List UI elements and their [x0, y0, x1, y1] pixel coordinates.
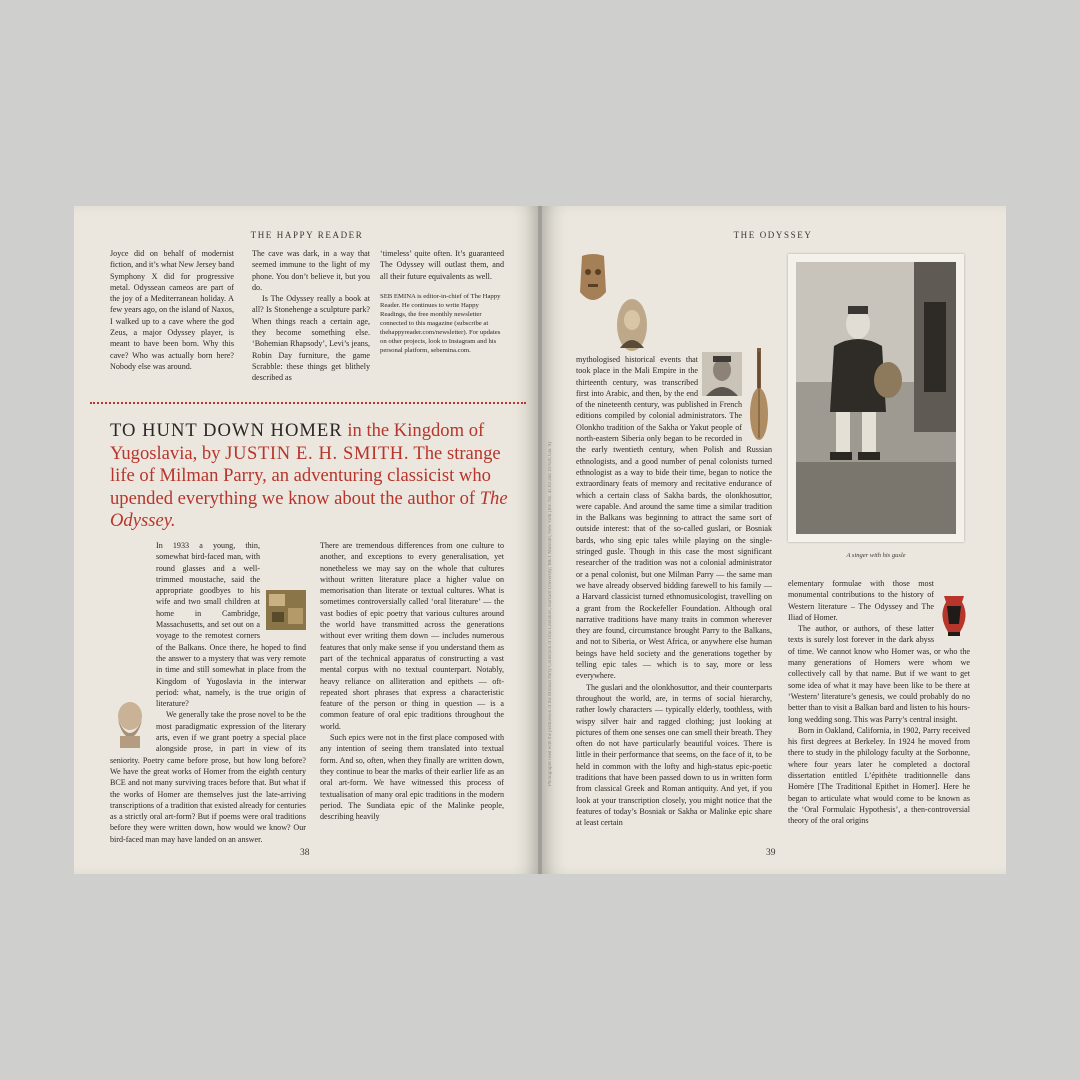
top-column-3: [380, 248, 504, 355]
running-head-right: THE ODYSSEY: [733, 230, 813, 240]
headline-text: in the Kingdom of Yugoslavia, by: [110, 420, 485, 464]
article-headline: [110, 420, 520, 533]
top-column-1: [110, 248, 234, 372]
paragraph: The guslari and the olonkhosuttor, and their counterparts throughout the world, are, in terms of social hierarchy, rather lowly characters — typically elderly, toothless, with wispy silver hair and ragged clothing; just looking at pictures of them one senses one can smell their breath. They often do not have particularly beautiful voices. There is little in their performance that seems, on the face of it, to be held in common with the lofty and high-status epic-poetic traditions that have been passed down to us in written form from classical Greek and Roman antiquity. And yet, if you look at your transcription closely, you might notice that the features of today’s Bosniak or Sakha or Malinke epic share at least certain: [576, 682, 772, 828]
body-column-1: [110, 540, 306, 845]
headline-text: The strange life of Milman Parry, an adventuring classicist who upended everything we know about the author of: [110, 442, 501, 509]
page-number-left: 38: [300, 848, 310, 858]
paragraph: ‘timeless’ quite often. It’s guaranteed The Odyssey will outlast them, and all their future equivalents as well.: [380, 249, 504, 281]
landscape-thumbnail: [266, 590, 306, 630]
paragraph: The author, or authors, of these latter texts is surely lost forever in the dark abyss of time. We cannot know who Homer was, or who the many generations of Homers were whom we collectively call by that name. But if we want to get some idea of what it may have been like to be there at ‘Western’ literature’s genesis, we could probably do no better than to visit a Balkan bard and listen to his hours-long wedding song. This was Parry’s central insight.: [788, 624, 970, 724]
body-column-2: [788, 578, 970, 827]
bard-portrait-image: [702, 352, 742, 396]
top-column-2: [252, 248, 370, 384]
body-column-2: [320, 540, 504, 822]
milman-parry-portrait: [616, 298, 648, 352]
paragraph: elementary formulae with those most monumental contributions to the history of Western literature – The Odyssey and The Iliad of Homer.: [788, 579, 934, 622]
paragraph: Such epics were not in the first place composed with any intention of seeing them translated into textual form. And so, often, when they finally are written down, they continue to bear the marks of their earlier life as an oral art-form. We have witnessed this process of textualisation of many oral epic traditions in the modern period. The Sundiata epic of the Malinke people, describing heavily: [320, 733, 504, 822]
paragraph: Joyce did on behalf of modernist fiction, and it’s what New Jersey band Symphony X did for progressive metal. Odyssean cameos are part of the joy of a Mediterranean holiday. A few years ago, on the island of Naxos, I walked up to a cave where the god Zeus, a major Odyssey player, is meant to have been born. Why this cave? Who was actually born here? Nobody else was around.: [110, 249, 234, 371]
greek-vase-image: [938, 592, 970, 636]
gusle-instrument-image: [746, 348, 772, 442]
page-number-right: 39: [766, 848, 776, 858]
dotted-divider: [90, 402, 526, 404]
headline-book-title: The Odyssey.: [110, 487, 508, 532]
paragraph: Is The Odyssey really a book at all? Is Stonehenge a sculpture park? When things reach a certain age, they become something else. ‘Bohemian Rhapsody’, Levi’s jeans, Robin Day furniture, the game Scrabble: these things get blithely described as: [252, 294, 371, 383]
left-page: [74, 206, 540, 874]
paragraph: mythologised historical events that took place in the Mali Empire in the thirteenth century, was transcribed first into Arabic, and then, by the end of the nineteenth century, was published in French editions compiled by colonial administrators. The Olonkho tradition of the Sakha or Yakut people of north-eastern Siberia only began to be recorded in the early twentieth century, when Polish and Russian ethnologists, and a good number of penal colonists turned ethnologist as a way to bide their time, began to notice the extraordinary feats of memory and recitative endurance of which a certain class of Sakha bards, the olonkhosuttor, were capable. And around the same time a similar tradition in the Balkans was beginning to attract the same sort of outside interest: that of the so-called guslari, or Bosniak bards, who sing epic tales while playing on the single-stringed gusle. Though in this case the most significant researcher of the tradition was not a colonial administrator or a penal colonist, but one Milman Parry — the same man we have already observed bidding farewell to his family — a Harvard classicist turned ethnomusicologist, travelling on a grant from the Rockefeller Foundation. Although oral narrative traditions have many traits in common wherever they are found, circumstance brought Parry to the Balkans, and not to Siberia, or West Africa, or anywhere else human beings have held society and the generations together by telling epic tales — which is to say, more or less everywhere.: [576, 355, 772, 681]
paragraph: Born in Oakland, California, in 1902, Parry received his first degrees at Berkeley. In 1924 he moved from there to study in the philology faculty at the Sorbonne, where four years later he completed a doctoral dissertation entitled L’épithète traditionnelle dans Homère [The Traditional Epithet in Homer]. Here he began to articulate what would come to be known as the ‘Oral Formulaic Hypothesis’, a then-controversial theory of the oral origins: [788, 725, 970, 826]
homer-bust-image: [110, 698, 150, 748]
headline-caps: TO HUNT DOWN HOMER: [110, 420, 343, 441]
mask-artifact-image: [576, 252, 610, 308]
right-page: [540, 206, 1006, 874]
running-head-left: THE HAPPY READER: [250, 230, 364, 240]
photo-caption: A singer with his gusle: [846, 552, 906, 559]
photo-credit: Photographs used with the permission of the Milman Parry Collection of Oral Literature, Harvard University; MET Museum, New York (Inv. No. 41.83 and 1976.8, Gia. 9): [548, 442, 553, 786]
spine-shadow: [538, 206, 542, 874]
author-bio: SEB EMINA is editor-in-chief of The Happy Reader. He continues to write Happy Readings, the free monthly newsletter connected to this magazine (subscribe at thehappyreader.com/newsletter). For updates on other projects, look to Instagram and his personal platform, sebemina.com.: [380, 292, 501, 354]
body-column-1: [576, 248, 772, 828]
singer-photograph: [788, 254, 964, 542]
paragraph: There are tremendous differences from one culture to another, and exceptions to every generalisation, yet nonetheless we may say on the whole that cultures without written literature place a higher value on memorisation than literate or textual cultures. What is sometimes controversially called ‘oral literature’ — the vast bodies of epic poetry that various cultures around the world have transmitted across the generations without ever writing them down — includes numerous features that only make sense if you understand them as part of the technical apparatus of constructing a vast mental corpus with no textual counterpart. Notably, heavy reliance on alliteration and epithets — oft-repeated short phrases that express a characteristic feature of the person or thing in question — is a common feature of oral epic traditions throughout the world.: [320, 541, 504, 731]
paragraph: The cave was dark, in a way that seemed immune to the light of my phone. You don’t believe it, but you do.: [252, 249, 370, 292]
paragraph: In 1933 a young, thin, somewhat bird-faced man, with round glasses and a well-trimmed moustache, said the appropriate goodbyes to his wife and two small children at home in Cambridge, Massachusetts, and set out on a voyage to the remotest corners of the Balkans. Once there, he hoped to find the answer to a mystery that was very remote in time and still somewhat in place from the Kingdom of Yugoslavia in the interwar period: what, namely, is the true origin of literature?: [156, 541, 306, 709]
headline-author: JUSTIN E. H. SMITH.: [225, 442, 410, 464]
paragraph: We generally take the prose novel to be the most paradigmatic expression of the literary arts, even if we grant poetry a special place alongside prose, in part in view of its seniority. Poetry came before prose, but how long before? We have the great works of Homer from the eighth century BCE and not many surviving traces before that. But what if the works of Homer are themselves just the late-arriving transcriptions of a tradition that existed already for centuries as a strictly oral art-form? But if poems were oral traditions before they were written down, how would we know? Our bird-faced man may have landed on an answer.: [110, 710, 306, 844]
magazine-spread: [74, 206, 1006, 874]
